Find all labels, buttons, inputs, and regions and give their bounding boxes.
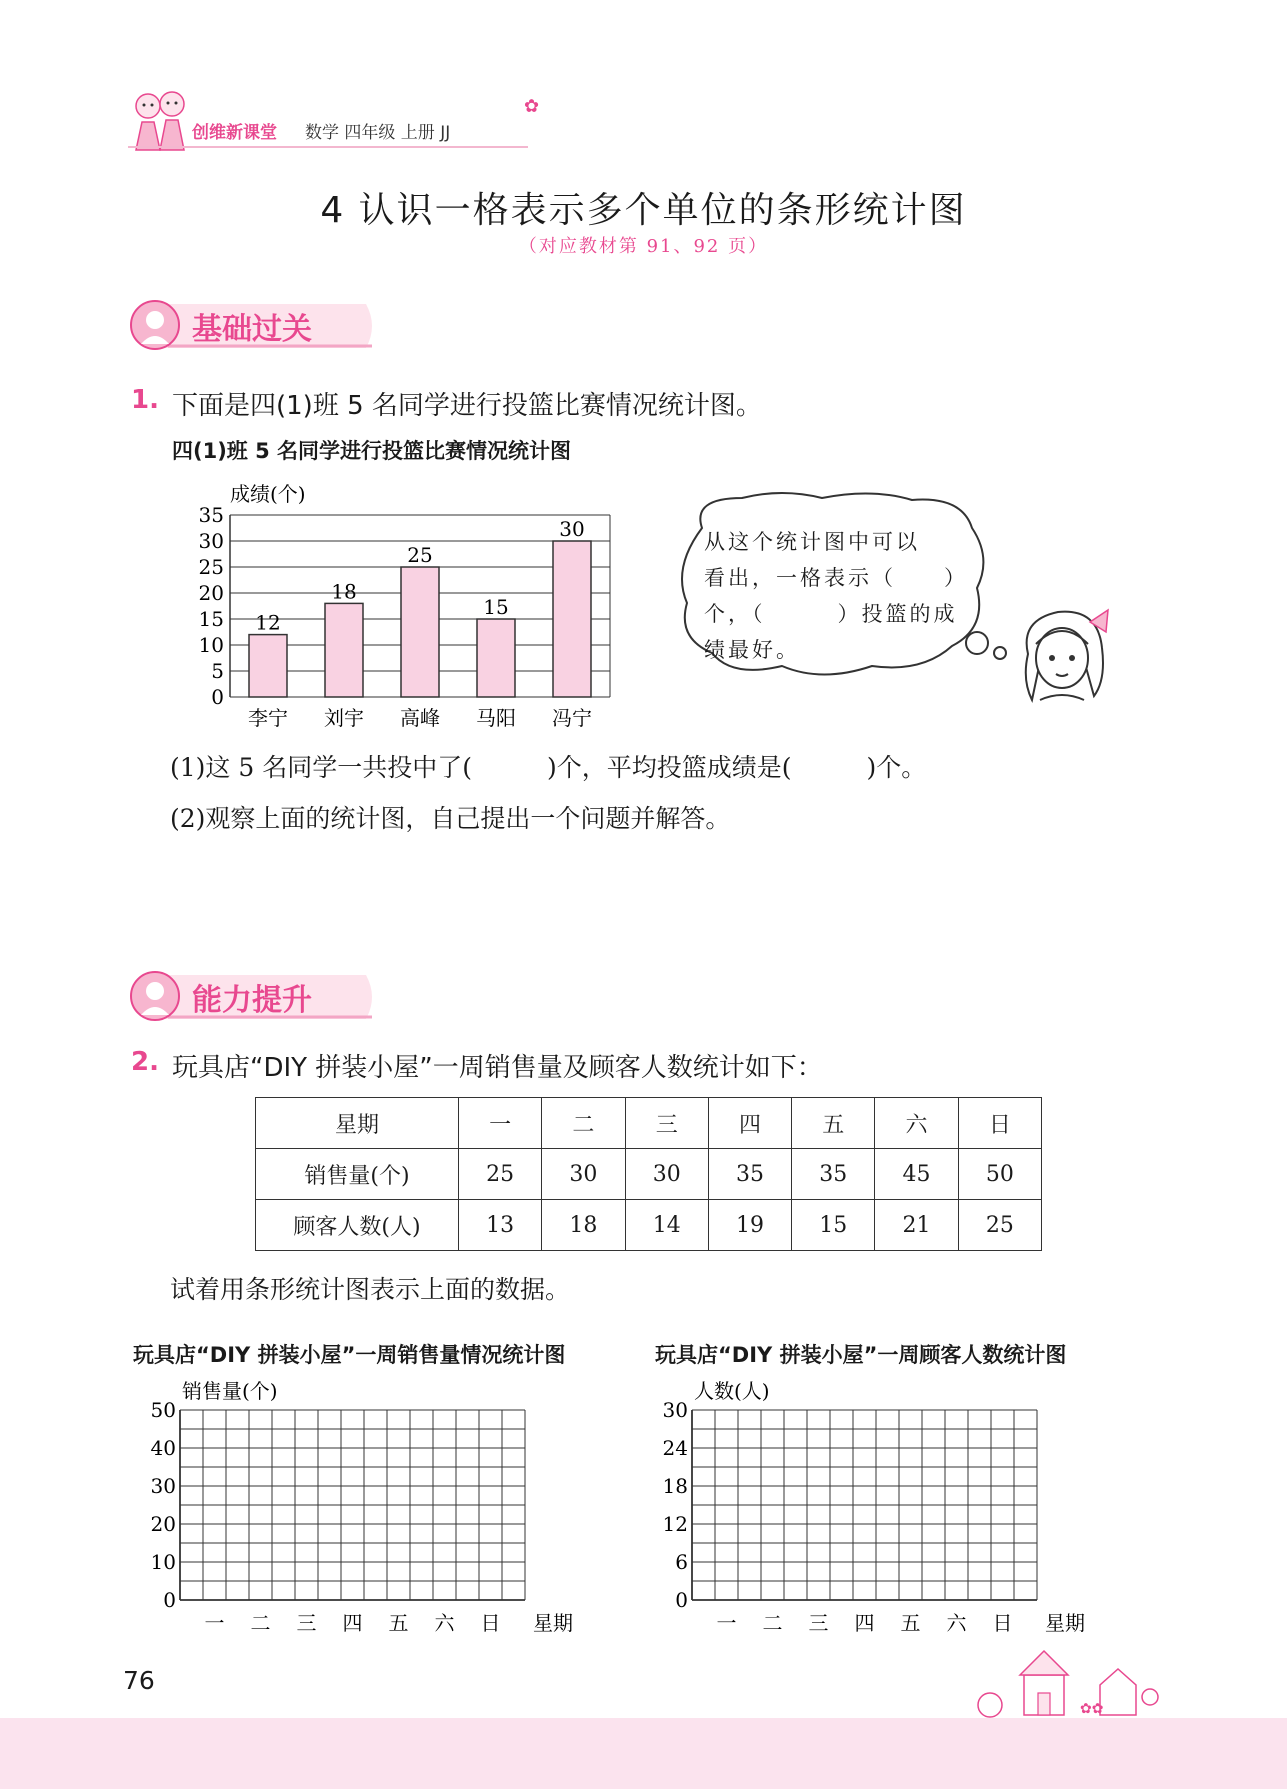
grid2-ytick-label: 18 — [662, 1474, 688, 1498]
table-cell: 25 — [459, 1149, 542, 1200]
table-cell: 六 — [875, 1098, 958, 1149]
page-title: 4 认识一格表示多个单位的条形统计图 — [320, 190, 967, 231]
grid1-ytick-label: 30 — [150, 1474, 176, 1498]
table-cell: 三 — [625, 1098, 708, 1149]
chart1-bar — [325, 603, 363, 697]
student-icon — [128, 298, 182, 352]
basketball-bar-chart — [180, 475, 620, 735]
question-2-number: 2. — [131, 1047, 159, 1077]
chart1-ytick-label: 5 — [211, 659, 224, 683]
chart1-data-label: 30 — [559, 517, 585, 541]
page-number: 76 — [123, 1666, 155, 1695]
table-cell: 21 — [875, 1200, 958, 1251]
grid2-ytick-label: 30 — [662, 1398, 688, 1422]
chart1-ytick-label: 10 — [198, 633, 224, 657]
grid2-category-label: 日 — [992, 1611, 1013, 1635]
table-cell: 19 — [708, 1200, 791, 1251]
chart1-bar — [249, 635, 287, 697]
grid2-category-label: 三 — [808, 1611, 829, 1635]
table-cell: 30 — [625, 1149, 708, 1200]
chart1-category-label: 高峰 — [400, 706, 440, 730]
chart1-bar — [553, 541, 591, 697]
chart1-ytick-label: 0 — [211, 685, 224, 709]
table-cell: 35 — [792, 1149, 875, 1200]
question-2-instruction: 试着用条形统计图表示上面的数据。 — [170, 1275, 571, 1304]
chart1-category-label: 冯宁 — [552, 706, 592, 730]
table-cell: 13 — [459, 1200, 542, 1251]
table-cell: 45 — [875, 1149, 958, 1200]
table-cell: 15 — [792, 1200, 875, 1251]
chart1-ytick-label: 30 — [198, 529, 224, 553]
chart1-bar — [477, 619, 515, 697]
chart1-ytick-label: 35 — [198, 503, 224, 527]
chart1-data-label: 18 — [331, 579, 357, 604]
section-basic-title: 基础过关 — [192, 312, 312, 347]
table-row-header: 星期 — [256, 1098, 459, 1149]
sales-table — [255, 1097, 1042, 1251]
table-cell: 14 — [625, 1200, 708, 1251]
bubble-line-3: 个，（ ）投篮的成 — [704, 602, 958, 626]
grid1-category-label: 日 — [480, 1611, 501, 1635]
grid2-ylabel: 人数(人) — [694, 1379, 770, 1403]
chart1-ytick-label: 15 — [198, 607, 224, 631]
grid2-ytick-label: 24 — [662, 1436, 688, 1460]
grid2-category-label: 二 — [762, 1611, 783, 1635]
grid1-ylabel: 销售量(个) — [182, 1379, 278, 1403]
chart1-title: 四(1)班 5 名同学进行投篮比赛情况统计图 — [172, 439, 572, 463]
question-1-number: 1. — [131, 385, 159, 415]
customers-blank-grid[interactable] — [652, 1372, 1122, 1642]
question-1-text: 下面是四(1)班 5 名同学进行投篮比赛情况统计图。 — [172, 391, 762, 421]
chart1-data-label: 12 — [255, 610, 281, 635]
header-book-info: 数学 四年级 上册 JJ — [305, 123, 451, 143]
table-row — [256, 1149, 1042, 1200]
table-cell: 30 — [542, 1149, 625, 1200]
table-row — [256, 1200, 1042, 1251]
question-1-part-1: (1)这 5 名同学一共投中了( )个，平均投篮成绩是( )个。 — [170, 753, 927, 782]
sales-blank-grid[interactable] — [140, 1372, 610, 1642]
student-icon — [128, 969, 182, 1023]
grid1-category-label: 四 — [342, 1611, 363, 1635]
chart1-bar — [401, 567, 439, 697]
question-1-part-2: (2)观察上面的统计图，自己提出一个问题并解答。 — [170, 804, 731, 833]
header-underline — [128, 146, 528, 148]
chart1-data-label: 15 — [483, 595, 509, 619]
bubble-line-4: 绩最好。 — [704, 638, 800, 662]
grid1-ytick-label: 0 — [163, 1588, 176, 1612]
grid2-category-label: 一 — [716, 1611, 737, 1635]
table-cell: 一 — [459, 1098, 542, 1149]
table-row-header: 顾客人数(人) — [256, 1200, 459, 1251]
grid2-category-label: 四 — [854, 1611, 875, 1635]
grid1-category-label: 六 — [434, 1611, 455, 1635]
grid2-title: 玩具店“DIY 拼装小屋”一周顾客人数统计图 — [655, 1343, 1067, 1367]
grid1-xlabel: 星期 — [533, 1611, 573, 1635]
chart1-ytick-label: 25 — [198, 555, 224, 579]
chart1-category-label: 李宁 — [248, 706, 288, 730]
chart1-ytick-label: 20 — [198, 581, 224, 605]
chart1-category-label: 马阳 — [476, 706, 516, 730]
table-cell: 五 — [792, 1098, 875, 1149]
section-advanced-title: 能力提升 — [192, 983, 312, 1018]
grid2-xlabel: 星期 — [1045, 1611, 1085, 1635]
page-subtitle: （对应教材第 91、92 页） — [518, 236, 769, 257]
table-cell: 日 — [958, 1098, 1041, 1149]
castle-decoration — [950, 1645, 1160, 1720]
table-cell: 50 — [958, 1149, 1041, 1200]
chart1-category-label: 刘宇 — [324, 706, 364, 730]
grid1-category-label: 一 — [204, 1611, 225, 1635]
table-cell: 25 — [958, 1200, 1041, 1251]
grid1-ytick-label: 10 — [150, 1550, 176, 1574]
grid1-category-label: 五 — [388, 1611, 409, 1635]
svg-text:✿✿: ✿✿ — [1080, 1701, 1104, 1717]
grid1-category-label: 二 — [250, 1611, 271, 1635]
chart1-ylabel: 成绩(个) — [230, 482, 306, 506]
bubble-line-2: 看出，一格表示（ ） — [704, 566, 968, 590]
grid1-ytick-label: 50 — [150, 1398, 176, 1422]
grid2-category-label: 六 — [946, 1611, 967, 1635]
grid1-category-label: 三 — [296, 1611, 317, 1635]
table-cell: 二 — [542, 1098, 625, 1149]
table-row-header: 销售量(个) — [256, 1149, 459, 1200]
table-header-row — [256, 1098, 1042, 1149]
grid1-ytick-label: 40 — [150, 1436, 176, 1460]
question-2-text: 玩具店“DIY 拼装小屋”一周销售量及顾客人数统计如下： — [172, 1053, 823, 1083]
bubble-text — [704, 524, 968, 668]
table-cell: 四 — [708, 1098, 791, 1149]
grid2-ytick-label: 0 — [675, 1588, 688, 1612]
table-cell: 35 — [708, 1149, 791, 1200]
grid2-ytick-label: 6 — [675, 1550, 688, 1574]
header-brand: 创维新课堂 — [192, 123, 277, 143]
grid1-title: 玩具店“DIY 拼装小屋”一周销售量情况统计图 — [133, 1343, 566, 1367]
flower-icon: ✿ — [524, 96, 540, 117]
chart1-data-label: 25 — [407, 543, 433, 567]
footer-band — [0, 1718, 1287, 1789]
grid1-ytick-label: 20 — [150, 1512, 176, 1536]
grid2-ytick-label: 12 — [662, 1512, 688, 1536]
grid2-category-label: 五 — [900, 1611, 921, 1635]
bubble-line-1: 从这个统计图中可以 — [704, 530, 920, 554]
table-cell: 18 — [542, 1200, 625, 1251]
girl-illustration — [1010, 600, 1120, 710]
